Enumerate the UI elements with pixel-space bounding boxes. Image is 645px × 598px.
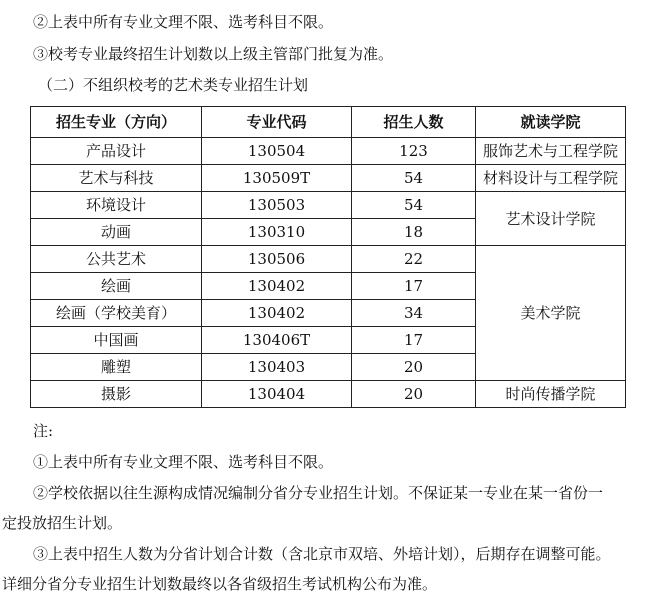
college-cell: 材料设计与工程学院 — [476, 165, 626, 192]
major-cell: 中国画 — [31, 327, 202, 354]
section-title: （二）不组织校考的艺术类专业招生计划 — [38, 76, 309, 94]
header-count: 招生人数 — [352, 107, 476, 138]
header-code: 专业代码 — [202, 107, 352, 138]
header-college: 就读学院 — [476, 107, 626, 138]
code-cell: 130404 — [202, 381, 352, 408]
count-cell: 17 — [352, 273, 476, 300]
code-cell: 130402 — [202, 273, 352, 300]
major-cell: 公共艺术 — [31, 246, 202, 273]
code-cell: 130506 — [202, 246, 352, 273]
code-cell: 130509T — [202, 165, 352, 192]
table-row — [31, 138, 626, 165]
header-major: 招生专业（方向） — [31, 107, 202, 138]
count-cell: 20 — [352, 381, 476, 408]
note-item: 详细分省分专业招生计划数最终以各省级招生考试机构公布为准。 — [2, 575, 438, 593]
college-cell: 时尚传播学院 — [476, 381, 626, 408]
major-cell: 动画 — [31, 219, 202, 246]
count-cell: 54 — [352, 165, 476, 192]
major-cell: 摄影 — [31, 381, 202, 408]
count-cell: 20 — [352, 354, 476, 381]
enrollment-plan-table — [30, 106, 626, 408]
code-cell: 130403 — [202, 354, 352, 381]
table-header-row — [31, 107, 626, 138]
notes-label: 注: — [33, 422, 54, 440]
college-cell: 艺术设计学院 — [476, 192, 626, 246]
table-row — [31, 381, 626, 408]
count-cell: 34 — [352, 300, 476, 327]
major-cell: 环境设计 — [31, 192, 202, 219]
major-cell: 艺术与科技 — [31, 165, 202, 192]
note-item: ③上表中招生人数为分省计划合计数（含北京市双培、外培计划），后期存在调整可能。 — [33, 545, 611, 563]
code-cell: 130504 — [202, 138, 352, 165]
code-cell: 130402 — [202, 300, 352, 327]
code-cell: 130503 — [202, 192, 352, 219]
table-row — [31, 246, 626, 273]
major-cell: 绘画（学校美育） — [31, 300, 202, 327]
note-item: 定投放招生计划。 — [2, 514, 123, 532]
major-cell: 产品设计 — [31, 138, 202, 165]
top-note-3: ③校考专业最终招生计划数以上级主管部门批复为准。 — [33, 45, 394, 63]
college-cell: 美术学院 — [476, 246, 626, 381]
count-cell: 54 — [352, 192, 476, 219]
table-row — [31, 192, 626, 219]
code-cell: 130310 — [202, 219, 352, 246]
code-cell: 130406T — [202, 327, 352, 354]
major-cell: 雕塑 — [31, 354, 202, 381]
top-note-2: ②上表中所有专业文理不限、选考科目不限。 — [33, 13, 334, 31]
count-cell: 17 — [352, 327, 476, 354]
table-row — [31, 165, 626, 192]
count-cell: 18 — [352, 219, 476, 246]
college-cell: 服饰艺术与工程学院 — [476, 138, 626, 165]
note-item: ②学校依据以往生源构成情况编制分省分专业招生计划。不保证某一专业在某一省份一 — [33, 484, 604, 502]
count-cell: 22 — [352, 246, 476, 273]
note-item: ①上表中所有专业文理不限、选考科目不限。 — [33, 453, 334, 471]
count-cell: 123 — [352, 138, 476, 165]
major-cell: 绘画 — [31, 273, 202, 300]
